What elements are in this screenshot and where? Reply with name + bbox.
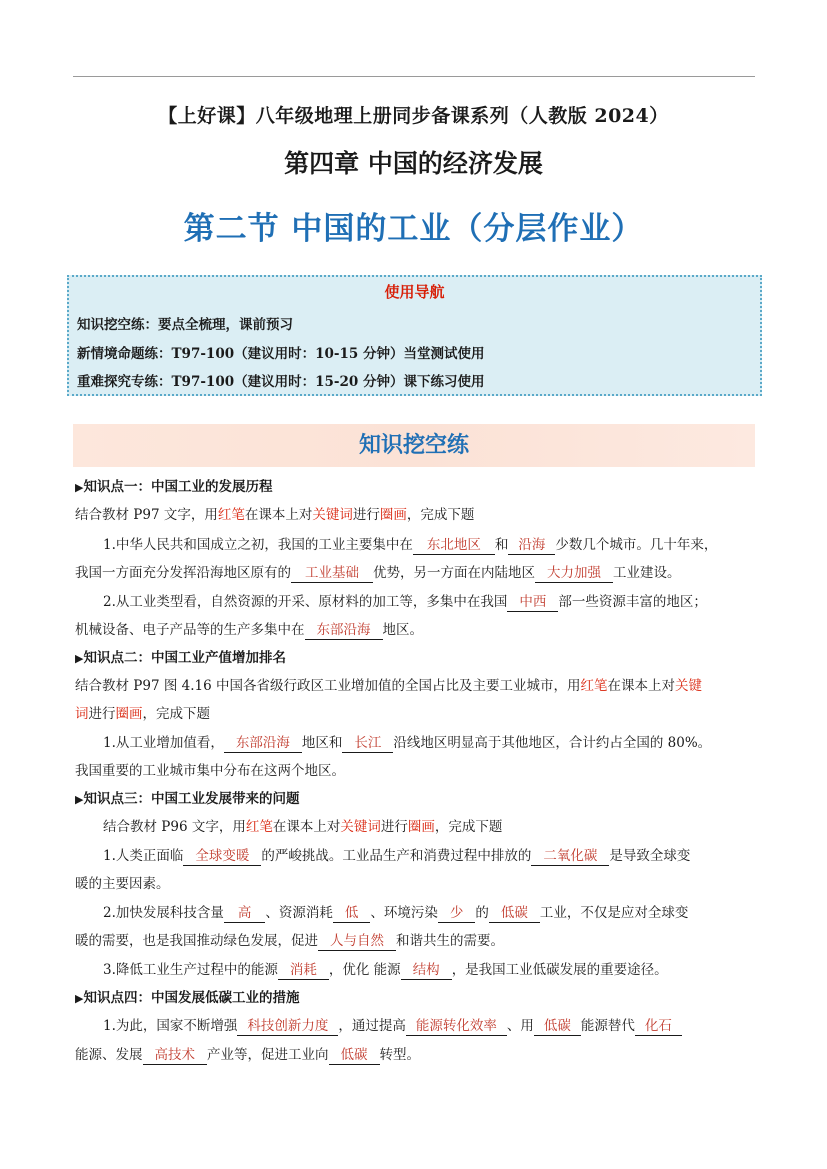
text: 机械设备、电子产品等的生产多集中在 bbox=[75, 622, 305, 638]
kp2-q1-line1 bbox=[103, 731, 711, 753]
header-rule bbox=[73, 76, 755, 77]
text: 地区和 bbox=[301, 735, 343, 751]
answer-blank: 工业基础 bbox=[291, 566, 373, 583]
text: 能源、发展 bbox=[75, 1047, 143, 1063]
answer-blank: 能源转化效率 bbox=[406, 1019, 507, 1036]
text: ，完成下题 bbox=[142, 706, 210, 722]
highlight-text: 关键 bbox=[674, 678, 702, 694]
highlight-text: 圈画 bbox=[379, 507, 407, 523]
text: 部一些资源丰富的地区； bbox=[558, 594, 707, 610]
triangle-bullet-icon: ▶ bbox=[75, 793, 84, 806]
nav-title: 使用导航 bbox=[384, 283, 445, 301]
chapter-title: 第四章 中国的经济发展 bbox=[284, 149, 543, 178]
text: ，通过提高 bbox=[338, 1018, 406, 1034]
banner-title: 知识挖空练 bbox=[358, 433, 469, 458]
highlight-text: 关键词 bbox=[312, 507, 353, 523]
highlight-text: 红笔 bbox=[245, 819, 273, 835]
answer-blank: 大力加强 bbox=[535, 566, 613, 583]
text: 的 bbox=[475, 905, 489, 921]
kp-heading-text: 知识点四：中国发展低碳工业的措施 bbox=[83, 990, 300, 1006]
text: 工业建设。 bbox=[613, 565, 681, 581]
answer-blank: 长江 bbox=[342, 736, 393, 753]
text: 在课本上对 bbox=[244, 507, 313, 523]
answer-blank: 全球变暖 bbox=[183, 849, 261, 866]
answer-blank: 人与自然 bbox=[318, 934, 396, 951]
section-banner bbox=[73, 424, 755, 467]
text: 进行 bbox=[352, 507, 380, 523]
highlight-text: 关键词 bbox=[340, 819, 381, 835]
answer-blank: 消耗 bbox=[278, 963, 329, 980]
triangle-bullet-icon: ▶ bbox=[75, 481, 84, 494]
kp-heading-text: 知识点一：中国工业的发展历程 bbox=[83, 479, 273, 495]
triangle-bullet-icon: ▶ bbox=[75, 992, 84, 1005]
answer-blank: 结构 bbox=[401, 963, 452, 980]
kp-heading-text: 知识点二：中国工业产值增加排名 bbox=[83, 650, 286, 666]
text: ，优化 能源 bbox=[328, 962, 401, 978]
highlight-text: 红笔 bbox=[580, 678, 608, 694]
kp2-intro-line1 bbox=[75, 674, 702, 694]
text: 1.人类正面临 bbox=[103, 848, 184, 864]
answer-blank: 东部沿海 bbox=[224, 736, 302, 753]
text: 产业等，促进工业向 bbox=[207, 1047, 329, 1063]
highlight-text: 红笔 bbox=[217, 507, 245, 523]
text: 沿线地区明显高于其他地区，合计约占全国的 80%。 bbox=[393, 735, 712, 751]
text: ，是我国工业低碳发展的重要途径。 bbox=[451, 962, 668, 978]
text: 我国一方面充分发挥沿海地区原有的 bbox=[75, 565, 291, 581]
text: 工业，不仅是应对全球变 bbox=[539, 905, 689, 921]
answer-blank: 中西 bbox=[507, 595, 558, 612]
nav-line: 新情境命题练：T97-100（建议用时：10-15 分钟）当堂测试使用 bbox=[77, 346, 485, 362]
text: 转型。 bbox=[379, 1047, 420, 1063]
kp2-heading bbox=[75, 646, 286, 666]
answer-blank: 科技创新力度 bbox=[237, 1019, 338, 1036]
text: 1.为此，国家不断增强 bbox=[103, 1018, 238, 1034]
answer-blank: 化石 bbox=[635, 1019, 682, 1036]
kp4-q1-line1 bbox=[103, 1014, 682, 1036]
usage-navigation-box bbox=[67, 275, 762, 396]
text: 1.中华人民共和国成立之初，我国的工业主要集中在 bbox=[103, 537, 413, 553]
kp3-q1-line2 bbox=[75, 872, 170, 892]
text: 暖的需要，也是我国推动绿色发展，促进 bbox=[75, 933, 318, 949]
series-title: 【上好课】八年级地理上册同步备课系列（人教版 2024） bbox=[158, 105, 669, 127]
kp3-q2-line1 bbox=[103, 901, 688, 923]
kp4-q1-line2 bbox=[75, 1043, 420, 1065]
highlight-text: 词 bbox=[75, 706, 89, 722]
kp1-q1-line2 bbox=[75, 561, 681, 583]
answer-blank: 少 bbox=[438, 906, 476, 923]
kp3-q2-line2 bbox=[75, 929, 504, 951]
answer-blank: 低 bbox=[333, 906, 371, 923]
nav-line: 知识挖空练：要点全梳理，课前预习 bbox=[77, 317, 293, 333]
answer-blank: 高 bbox=[224, 906, 266, 923]
text: 2.加快发展科技含量 bbox=[103, 905, 224, 921]
text: 、用 bbox=[506, 1018, 534, 1034]
text: 进行 bbox=[88, 706, 116, 722]
kp1-q1-line1 bbox=[103, 533, 717, 555]
kp2-q1-line2 bbox=[75, 759, 345, 779]
nav-line: 重难探究专练：T97-100（建议用时：15-20 分钟）课下练习使用 bbox=[77, 374, 485, 390]
text: 2.从工业类型看，自然资源的开采、原材料的加工等，多集中在我国 bbox=[103, 594, 508, 610]
text: 在课本上对 bbox=[607, 678, 675, 694]
text: 在课本上对 bbox=[272, 819, 341, 835]
answer-blank: 低碳 bbox=[329, 1048, 380, 1065]
text: 我国重要的工业城市集中分布在这两个地区。 bbox=[75, 763, 345, 779]
answer-blank: 二氧化碳 bbox=[531, 849, 609, 866]
highlight-text: 圈画 bbox=[407, 819, 435, 835]
answer-blank: 高技术 bbox=[143, 1048, 208, 1065]
kp1-intro bbox=[75, 503, 474, 523]
text: 是导致全球变 bbox=[609, 848, 691, 864]
text: 能源替代 bbox=[580, 1018, 635, 1034]
text: 、资源消耗 bbox=[265, 905, 333, 921]
kp1-heading bbox=[75, 475, 272, 495]
highlight-text: 圈画 bbox=[115, 706, 143, 722]
text: 的严峻挑战。工业品生产和消费过程中排放的 bbox=[261, 848, 532, 864]
text: 、环境污染 bbox=[370, 905, 438, 921]
kp-heading-text: 知识点三：中国工业发展带来的问题 bbox=[83, 791, 300, 807]
text: 地区。 bbox=[382, 622, 423, 638]
kp2-intro-line2 bbox=[75, 702, 210, 722]
kp3-q3 bbox=[103, 958, 668, 980]
triangle-bullet-icon: ▶ bbox=[75, 652, 84, 665]
text: 结合教材 P97 文字，用 bbox=[75, 507, 218, 523]
answer-blank: 低碳 bbox=[534, 1019, 581, 1036]
kp1-q2-line2 bbox=[75, 618, 423, 640]
answer-blank: 东北地区 bbox=[413, 538, 495, 555]
text: 和谐共生的需要。 bbox=[396, 933, 504, 949]
text: 3.降低工业生产过程中的能源 bbox=[103, 962, 278, 978]
text: 结合教材 P97 图 4.16 中国各省级行政区工业增加值的全国占比及主要工业城市，用 bbox=[75, 678, 581, 694]
answer-blank: 低碳 bbox=[489, 906, 540, 923]
answer-blank: 东部沿海 bbox=[305, 623, 383, 640]
text: 少数几个城市。几十年来， bbox=[555, 537, 718, 553]
text: 优势，另一方面在内陆地区 bbox=[373, 565, 535, 581]
text: 暖的主要因素。 bbox=[75, 876, 170, 892]
section-title: 第二节 中国的工业（分层作业） bbox=[183, 211, 644, 247]
text: 进行 bbox=[380, 819, 408, 835]
text: 结合教材 P96 文字，用 bbox=[103, 819, 246, 835]
text: ，完成下题 bbox=[406, 507, 475, 523]
kp3-q1-line1 bbox=[103, 844, 690, 866]
kp3-heading bbox=[75, 787, 299, 807]
kp1-q2-line1 bbox=[103, 590, 707, 612]
text: ，完成下题 bbox=[434, 819, 503, 835]
kp3-intro bbox=[103, 815, 502, 835]
answer-blank: 沿海 bbox=[508, 538, 555, 555]
kp4-heading bbox=[75, 986, 299, 1006]
text: 1.从工业增加值看， bbox=[103, 735, 224, 751]
text: 和 bbox=[494, 537, 509, 553]
